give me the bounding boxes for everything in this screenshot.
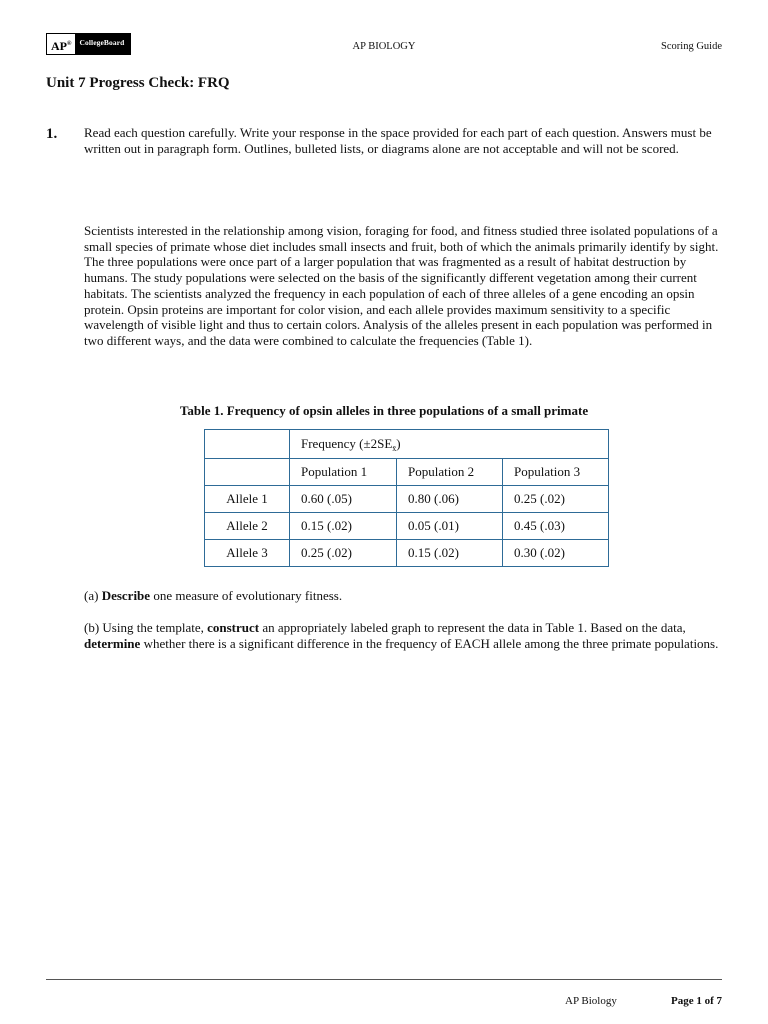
table-cell: 0.25 (.02) xyxy=(503,486,609,513)
footer-page-number: Page 1 of 7 xyxy=(670,995,722,1007)
page-title: Unit 7 Progress Check: FRQ xyxy=(46,75,230,91)
table-cell: 0.30 (.02) xyxy=(503,540,609,567)
question-part-a: (a) Describe one measure of evolutionary fitness. xyxy=(84,588,343,603)
footer-course: AP Biology xyxy=(565,995,617,1007)
table-cell: 0.80 (.06) xyxy=(397,486,503,513)
allele-frequency-table xyxy=(204,429,609,567)
table-column-header-row xyxy=(205,459,609,486)
table-corner-cell xyxy=(205,430,290,459)
table-row xyxy=(205,513,609,540)
table-title: Table 1. Frequency of opsin alleles in three populations of a small primate xyxy=(179,403,589,418)
row-header: Allele 1 xyxy=(205,486,290,513)
table-corner-cell xyxy=(205,459,290,486)
table-cell: 0.25 (.02) xyxy=(290,540,397,567)
row-header: Allele 3 xyxy=(205,540,290,567)
question-instructions: Read each question carefully. Write your response in the space provided for each part of each question. Answers must be written out in paragraph form. Outlines, bulleted lists, or diagrams alone are not acceptable and will not be scored. xyxy=(84,125,712,156)
footer-divider xyxy=(46,979,722,980)
table-cell: 0.15 (.02) xyxy=(397,540,503,567)
question-stimulus: Scientists interested in the relationship among vision, foraging for food, and fitness studied three isolated populations of a small species of primate whose diet includes small insects and fruit, both of which the animals primarily identify by sight. The three populations were once part of a larger population that was fragmented as a result of habitat destruction by humans. The study populations were selected on the basis of the significantly different vegetation among their current habitats. The scientists analyzed the frequency in each population of each of three alleles of a gene encoding an opsin protein. Opsin proteins are important for color vision, and each allele provides maximum sensitivity to a specific wavelength of visible light and thus to certain colors. Analysis of the alleles present in each population was performed in two different ways, and the data were combined to calculate the frequencies (Table 1). xyxy=(84,223,719,348)
collegeboard-logo-text: CollegeBoard xyxy=(75,34,130,54)
table-cell: 0.05 (.01) xyxy=(397,513,503,540)
row-header: Allele 2 xyxy=(205,513,290,540)
table-cell: 0.60 (.05) xyxy=(290,486,397,513)
header-scoring-guide: Scoring Guide xyxy=(661,41,722,52)
column-header: Population 3 xyxy=(503,459,609,486)
column-header: Population 1 xyxy=(290,459,397,486)
question-number: 1. xyxy=(46,126,58,142)
frequency-group-header: Frequency $(\pm 2SE_{x̄})$ xyxy=(290,430,609,459)
table-header-row xyxy=(205,430,609,459)
header-course-title: AP BIOLOGY xyxy=(352,41,416,52)
page-header xyxy=(46,33,722,55)
column-header: Population 2 xyxy=(397,459,503,486)
table-row xyxy=(205,486,609,513)
ap-logo-mark: AP® xyxy=(47,34,75,54)
question-part-b: (b) Using the template, construct an appropriately labeled graph to represent the data in Table 1. Based on the data, determine whether there is a significant difference in the frequency of EACH allele among the three primate populations. xyxy=(84,620,719,651)
table-cell: 0.15 (.02) xyxy=(290,513,397,540)
table-row xyxy=(205,540,609,567)
table-cell: 0.45 (.03) xyxy=(503,513,609,540)
